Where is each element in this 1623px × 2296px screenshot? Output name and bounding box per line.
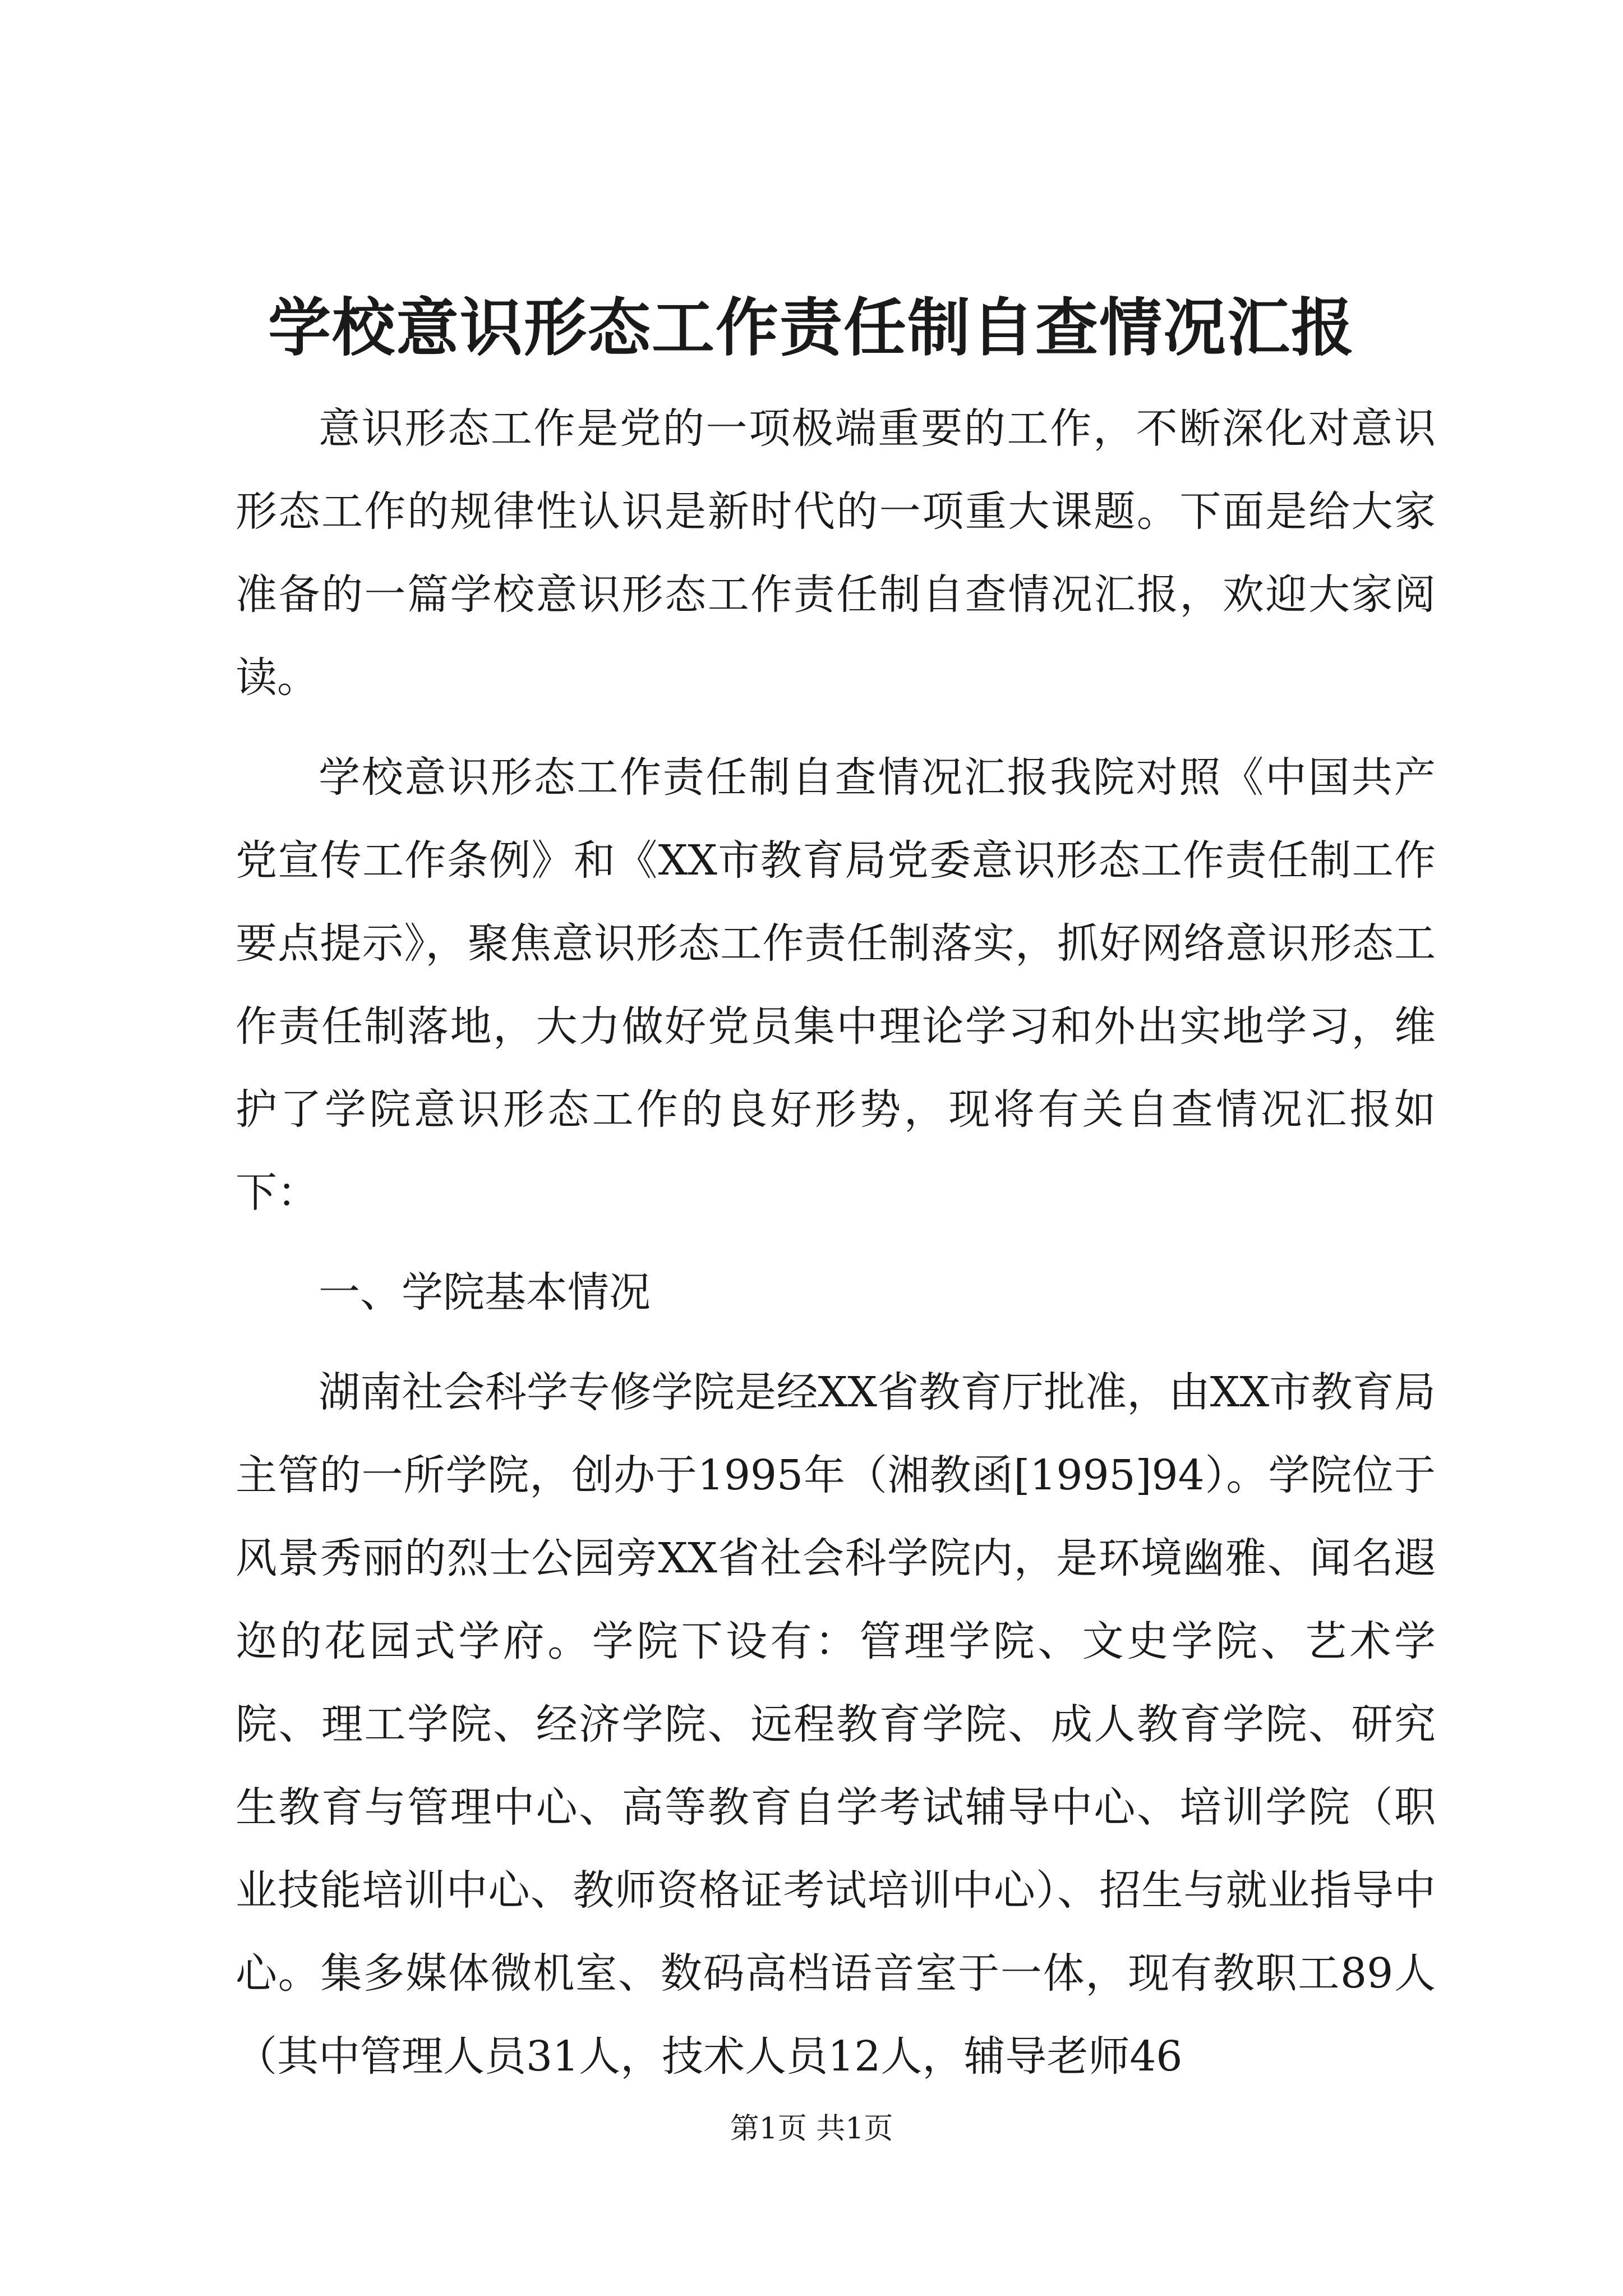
paragraph-overview: 学校意识形态工作责任制自查情况汇报我院对照《中国共产党宣传工作条例》和《XX市教育局党委意识形态工作责任制工作要点提示》，聚焦意识形态工作责任制落实，抓好网络意识形态工作责任制落地，大力做好党员集中理论学习和外出实地学习，维护了学院意识形态工作的良好形势，现将有关自查情况汇报如下： xyxy=(236,753,1436,1217)
section-heading-basic-info: 一、学院基本情况 xyxy=(319,1268,651,1317)
paragraph-basic-info: 湖南社会科学专修学院是经XX省教育厅批准，由XX市教育局主管的一所学院，创办于1995年（湘教函[1995]94）。学院位于风景秀丽的烈士公园旁XX省社会科学院内，是环境幽雅、闻名遐迩的花园式学府。学院下设有：管理学院、文史学院、艺术学院、理工学院、经济学院、远程教育学院、成人教育学院、研究生教育与管理中心、高等教育自学考试辅导中心、培训学院（职业技能培训中心、教师资格证考试培训中心）、招生与就业指导中心。集多媒体微机室、数码高档语音室于一体，现有教职工89人（其中管理人员31人，技术人员12人，辅导老师46 xyxy=(236,1368,1436,2081)
document-body xyxy=(236,387,1436,2115)
document-title: 学校意识形态工作责任制自查情况汇报 xyxy=(268,291,1355,365)
page-footer: 第1页 共1页 xyxy=(730,2112,893,2146)
paragraph-intro: 意识形态工作是党的一项极端重要的工作，不断深化对意识形态工作的规律性认识是新时代的一项重大课题。下面是给大家准备的一篇学校意识形态工作责任制自查情况汇报，欢迎大家阅读。 xyxy=(236,404,1436,702)
